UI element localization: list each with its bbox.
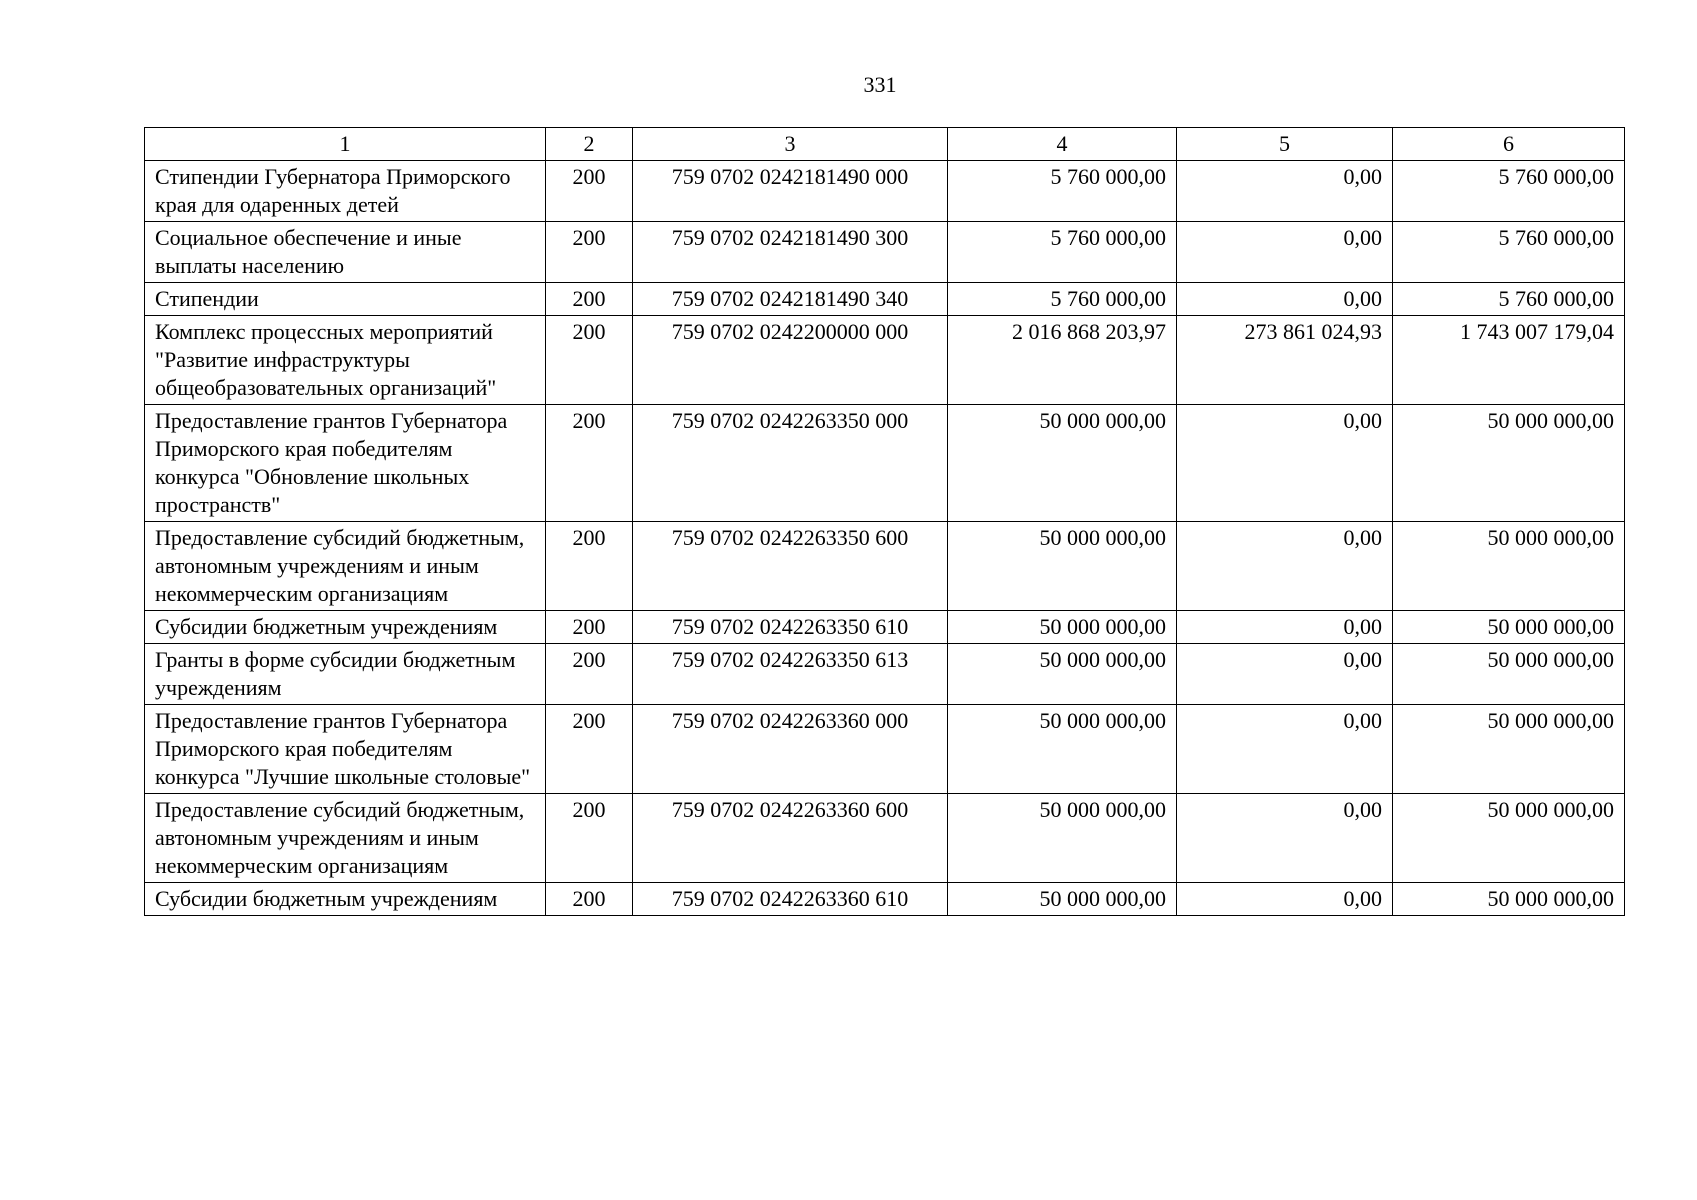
row-name: Предоставление субсидий бюджетным, автономным учреждениям и иным некоммерческим организациям	[145, 522, 546, 611]
row-code: 759 0702 0242181490 300	[633, 222, 948, 283]
row-group: 200	[546, 283, 633, 316]
table-row	[145, 316, 1625, 405]
row-group: 200	[546, 316, 633, 405]
row-group: 200	[546, 611, 633, 644]
column-header-4: 4	[948, 128, 1177, 161]
row-group: 200	[546, 705, 633, 794]
row-value-col6: 5 760 000,00	[1393, 283, 1625, 316]
row-name: Стипендии Губернатора Приморского края для одаренных детей	[145, 161, 546, 222]
row-value-col4: 5 760 000,00	[948, 283, 1177, 316]
page-number: 331	[863, 72, 897, 97]
column-header-1: 1	[145, 128, 546, 161]
row-group: 200	[546, 522, 633, 611]
row-code: 759 0702 0242263350 613	[633, 644, 948, 705]
row-group: 200	[546, 644, 633, 705]
table-row	[145, 883, 1625, 916]
budget-table	[144, 127, 1625, 916]
table-row	[145, 522, 1625, 611]
column-header-6: 6	[1393, 128, 1625, 161]
table-row	[145, 283, 1625, 316]
row-code: 759 0702 0242263360 000	[633, 705, 948, 794]
row-value-col5: 0,00	[1177, 405, 1393, 522]
row-value-col6: 5 760 000,00	[1393, 161, 1625, 222]
row-value-col5: 0,00	[1177, 161, 1393, 222]
row-value-col5: 0,00	[1177, 794, 1393, 883]
row-group: 200	[546, 794, 633, 883]
row-group: 200	[546, 161, 633, 222]
row-name: Комплекс процессных мероприятий "Развитие инфраструктуры общеобразовательных организаций"	[145, 316, 546, 405]
table-row	[145, 644, 1625, 705]
row-name: Гранты в форме субсидии бюджетным учреждениям	[145, 644, 546, 705]
row-group: 200	[546, 883, 633, 916]
row-code: 759 0702 0242263360 610	[633, 883, 948, 916]
row-value-col6: 50 000 000,00	[1393, 522, 1625, 611]
row-value-col4: 50 000 000,00	[948, 611, 1177, 644]
row-group: 200	[546, 222, 633, 283]
row-value-col4: 2 016 868 203,97	[948, 316, 1177, 405]
row-value-col6: 50 000 000,00	[1393, 405, 1625, 522]
row-code: 759 0702 0242181490 340	[633, 283, 948, 316]
row-value-col6: 50 000 000,00	[1393, 644, 1625, 705]
row-value-col5: 0,00	[1177, 705, 1393, 794]
row-value-col5: 0,00	[1177, 883, 1393, 916]
row-value-col4: 50 000 000,00	[948, 705, 1177, 794]
row-value-col5: 0,00	[1177, 611, 1393, 644]
table-body	[145, 161, 1625, 916]
row-value-col4: 5 760 000,00	[948, 161, 1177, 222]
row-value-col4: 50 000 000,00	[948, 644, 1177, 705]
table-row	[145, 222, 1625, 283]
row-value-col6: 50 000 000,00	[1393, 794, 1625, 883]
row-code: 759 0702 0242263360 600	[633, 794, 948, 883]
row-name: Предоставление субсидий бюджетным, автономным учреждениям и иным некоммерческим организациям	[145, 794, 546, 883]
table-row	[145, 611, 1625, 644]
row-name: Субсидии бюджетным учреждениям	[145, 611, 546, 644]
row-code: 759 0702 0242263350 600	[633, 522, 948, 611]
row-code: 759 0702 0242181490 000	[633, 161, 948, 222]
table-row	[145, 405, 1625, 522]
row-value-col5: 0,00	[1177, 283, 1393, 316]
row-value-col5: 0,00	[1177, 644, 1393, 705]
row-name: Стипендии	[145, 283, 546, 316]
row-value-col6: 1 743 007 179,04	[1393, 316, 1625, 405]
row-group: 200	[546, 405, 633, 522]
row-name: Предоставление грантов Губернатора Приморского края победителям конкурса "Обновление школьных пространств"	[145, 405, 546, 522]
row-value-col4: 50 000 000,00	[948, 522, 1177, 611]
row-value-col4: 50 000 000,00	[948, 794, 1177, 883]
row-name: Социальное обеспечение и иные выплаты населению	[145, 222, 546, 283]
row-value-col5: 273 861 024,93	[1177, 316, 1393, 405]
row-name: Предоставление грантов Губернатора Приморского края победителям конкурса "Лучшие школьные столовые"	[145, 705, 546, 794]
row-value-col4: 5 760 000,00	[948, 222, 1177, 283]
column-header-2: 2	[546, 128, 633, 161]
row-value-col6: 50 000 000,00	[1393, 611, 1625, 644]
row-value-col6: 50 000 000,00	[1393, 705, 1625, 794]
row-value-col6: 5 760 000,00	[1393, 222, 1625, 283]
row-value-col4: 50 000 000,00	[948, 405, 1177, 522]
row-value-col4: 50 000 000,00	[948, 883, 1177, 916]
table-row	[145, 794, 1625, 883]
table-row	[145, 161, 1625, 222]
table-header-row	[145, 128, 1625, 161]
row-value-col5: 0,00	[1177, 222, 1393, 283]
row-name: Субсидии бюджетным учреждениям	[145, 883, 546, 916]
row-value-col6: 50 000 000,00	[1393, 883, 1625, 916]
row-value-col5: 0,00	[1177, 522, 1393, 611]
column-header-5: 5	[1177, 128, 1393, 161]
row-code: 759 0702 0242263350 610	[633, 611, 948, 644]
table-row	[145, 705, 1625, 794]
column-header-3: 3	[633, 128, 948, 161]
row-code: 759 0702 0242263350 000	[633, 405, 948, 522]
row-code: 759 0702 0242200000 000	[633, 316, 948, 405]
